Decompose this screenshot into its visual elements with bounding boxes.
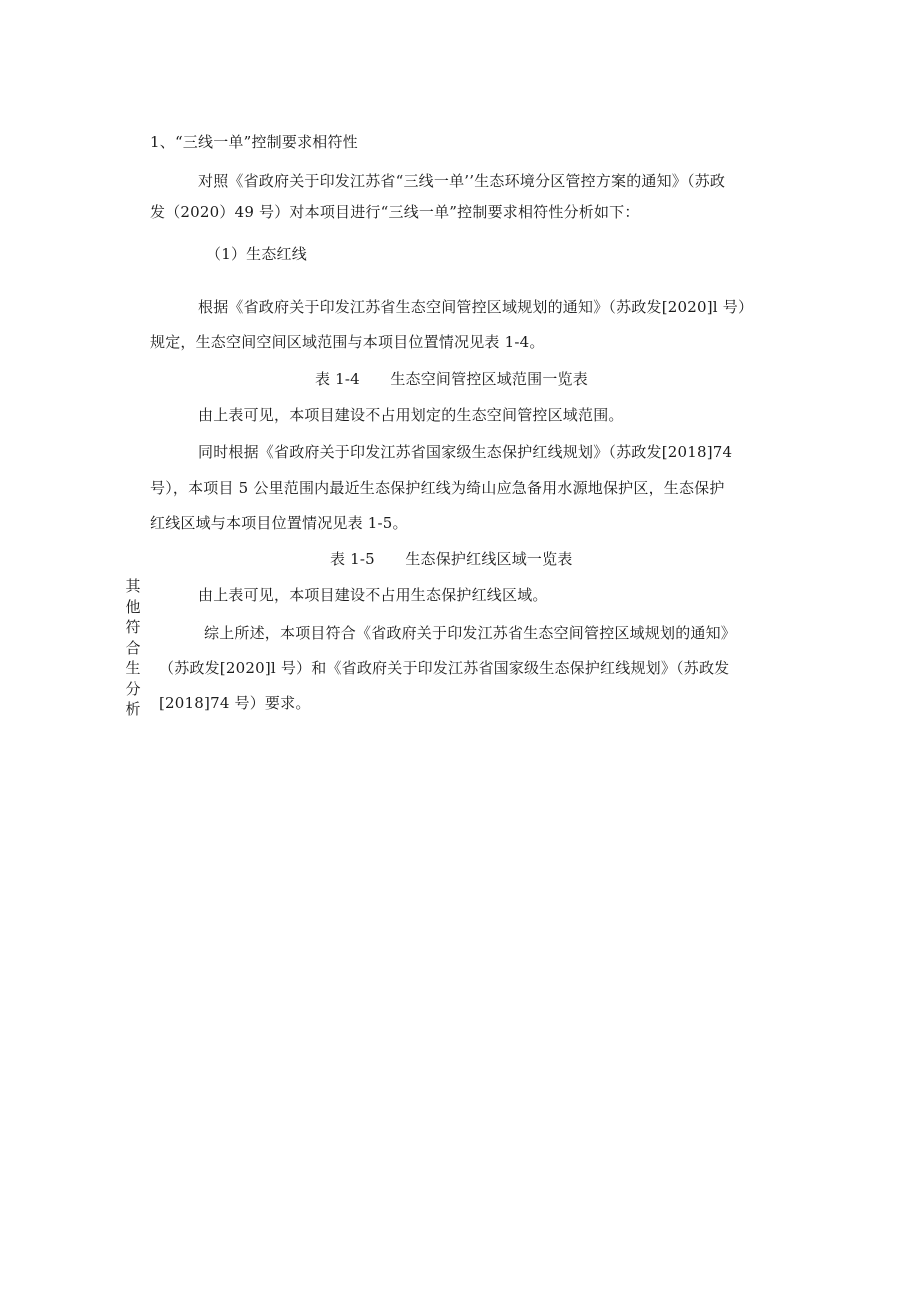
summary-line-3: [2018]74 号）要求。	[159, 694, 311, 712]
section-heading: 1、“三线一单”控制要求相符性	[150, 133, 358, 151]
basis-line-1: 根据《省政府关于印发江苏省生态空间管控区域规划的通知》（苏政发[2020]l 号）	[198, 298, 754, 316]
summary-line-1: 综上所述，本项目符合《省政府关于印发江苏省生态空间管控区域规划的通知》	[204, 624, 737, 642]
result-line-1: 由上表可见，本项目建设不占用划定的生态空间管控区域范围。	[198, 406, 624, 424]
table-caption-1-5: 表 1-5 生态保护红线区域一览表	[330, 550, 573, 568]
table-caption-1-4: 表 1-4 生态空间管控区域范围一览表	[315, 370, 588, 388]
side-char: 他	[125, 597, 141, 616]
result-line-2: 由上表可见，本项目建设不占用生态保护红线区域。	[198, 586, 548, 604]
side-char: 合	[125, 638, 141, 657]
sub-heading-ecological-redline: （1）生态红线	[206, 245, 307, 263]
redline-line-3: 红线区域与本项目位置情况见表 1-5。	[150, 514, 408, 532]
basis-line-2: 规定，生态空间空间区域范围与本项目位置情况见表 1-4。	[150, 333, 545, 351]
side-char: 生	[125, 659, 141, 677]
summary-line-2: （苏政发[2020]l 号）和《省政府关于印发江苏省国家级生态保护红线规划》（苏政发	[159, 659, 730, 677]
side-char: 分	[125, 679, 141, 698]
intro-line-2: 发（2020）49 号）对本项目进行“三线一单”控制要求相符性分析如下：	[150, 203, 640, 221]
redline-line-2: 号），本项目 5 公里范围内最近生态保护红线为绮山应急备用水源地保护区，生态保护	[150, 479, 725, 497]
side-char: 其	[125, 577, 141, 595]
side-char: 析	[125, 700, 141, 718]
intro-line-1: 对照《省政府关于印发江苏省“三线一单’’生态环境分区管控方案的通知》（苏政	[198, 172, 726, 190]
redline-line-1: 同时根据《省政府关于印发江苏省国家级生态保护红线规划》（苏政发[2018]74	[198, 443, 733, 461]
side-char: 符	[125, 618, 141, 636]
side-column-label	[122, 576, 144, 720]
